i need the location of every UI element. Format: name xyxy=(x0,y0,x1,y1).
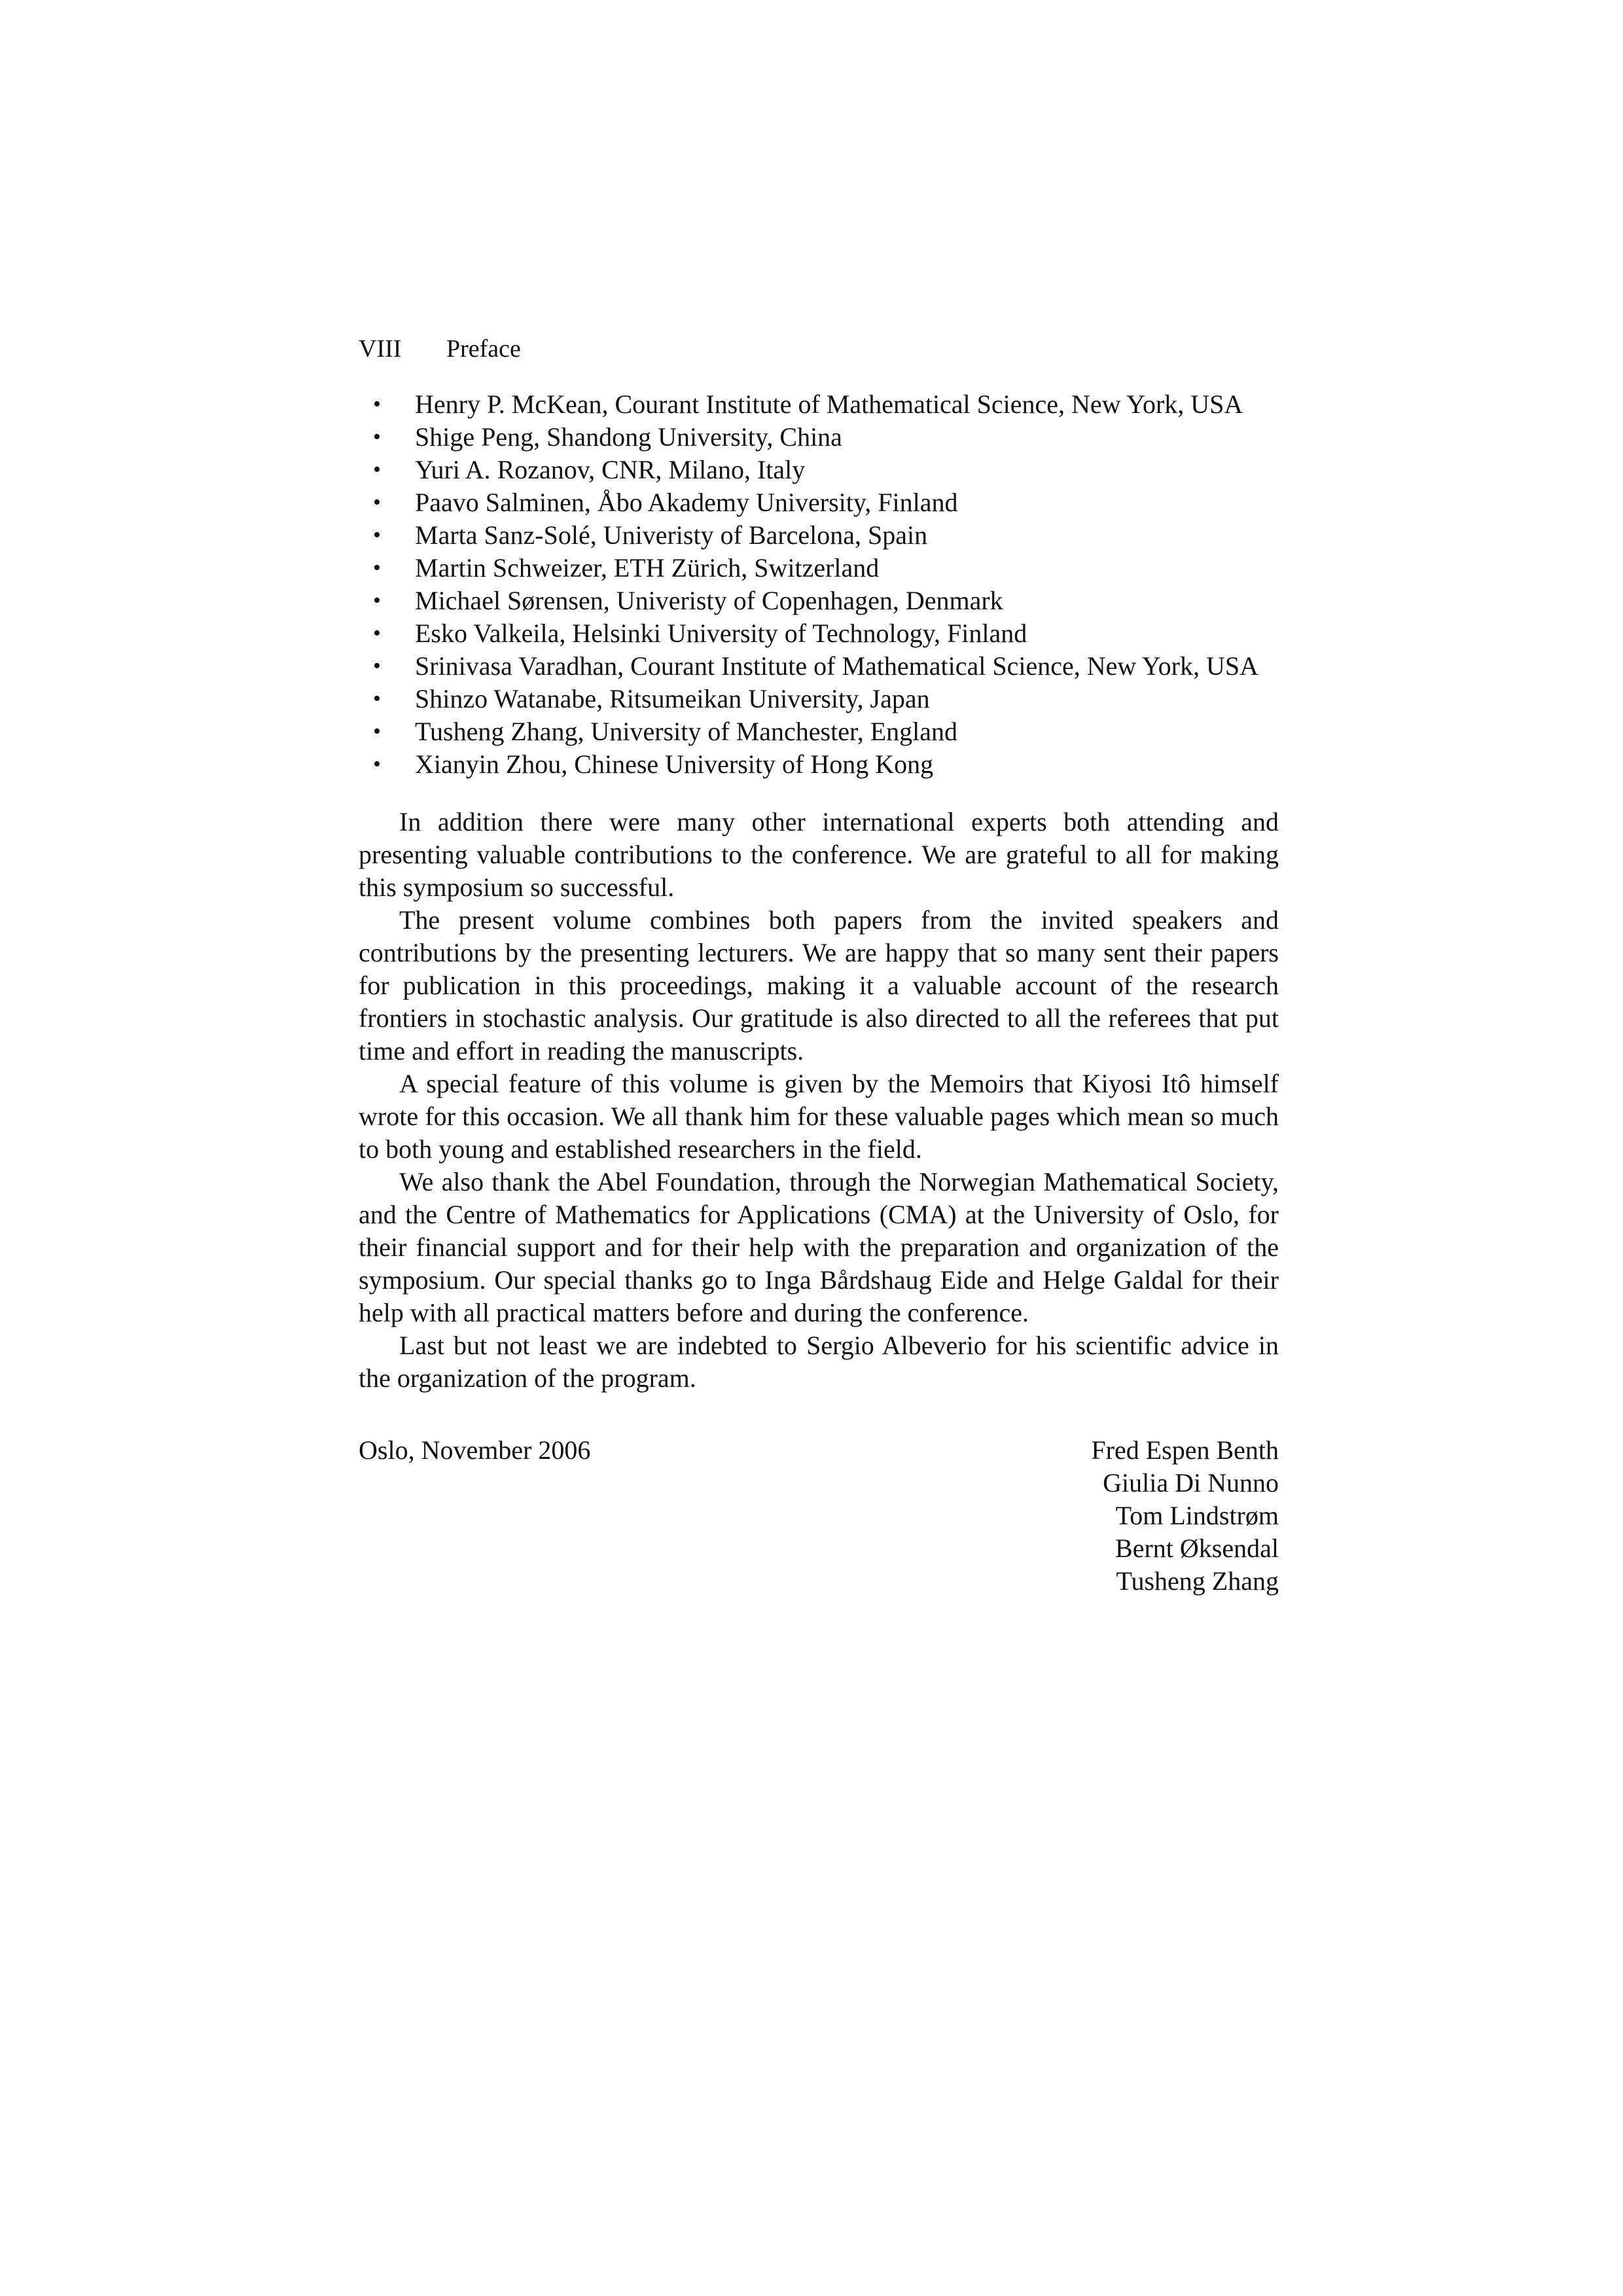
bullet-icon: • xyxy=(373,392,381,416)
paragraph: We also thank the Abel Foundation, through the Norwegian Mathematical Society, and the Centre of Mathematics for Applications (CMA) at the University of Oslo, for their financial support and for their help with the preparation and organization of the symposium. Our special thanks go to Inga Bårdshaug Eide and Helge Galdal for their help with all practical matters before and during the conference. xyxy=(359,1167,1279,1327)
speaker-entry: Srinivasa Varadhan, Courant Institute of Mathematical Science, New York, USA xyxy=(415,651,1259,681)
editor-list xyxy=(1091,1434,1279,1598)
speaker-entry: Tusheng Zhang, University of Manchester, England xyxy=(415,717,958,746)
page-number: VIII xyxy=(359,335,402,363)
bullet-icon: • xyxy=(373,752,381,776)
list-item xyxy=(359,421,1279,454)
editor-name: Tusheng Zhang xyxy=(1116,1566,1279,1596)
bullet-icon: • xyxy=(373,621,381,645)
page xyxy=(359,332,1279,1598)
bullet-icon: • xyxy=(373,425,381,449)
list-item xyxy=(359,486,1279,519)
paragraph: In addition there were many other international experts both attending and presenting valuable contributions to the conference. We are grateful to all for making this symposium so successful. xyxy=(359,807,1279,902)
list-item xyxy=(359,552,1279,584)
list-item xyxy=(359,650,1279,683)
bullet-icon: • xyxy=(373,654,381,678)
speaker-entry: Paavo Salminen, Åbo Akademy University, Finland xyxy=(415,488,958,517)
bullet-icon: • xyxy=(373,556,381,580)
closing-block xyxy=(359,1434,1279,1598)
editor-name: Bernt Øksendal xyxy=(1115,1534,1279,1563)
list-item xyxy=(359,584,1279,617)
speaker-entry: Yuri A. Rozanov, CNR, Milano, Italy xyxy=(415,455,806,484)
place-date: Oslo, November 2006 xyxy=(359,1435,591,1465)
paragraph: The present volume combines both papers from the invited speakers and contributions by the presenting lecturers. We are happy that so many sent their papers for publication in this proceedings, making it a valuable account of the research frontiers in stochastic analysis. Our gratitude is also directed to all the referees that put time and effort in reading the manuscripts. xyxy=(359,905,1279,1066)
running-head xyxy=(359,332,1279,365)
editor-name: Fred Espen Benth xyxy=(1091,1435,1279,1465)
editor-name: Tom Lindstrøm xyxy=(1115,1501,1279,1530)
speaker-list xyxy=(359,388,1279,781)
list-item xyxy=(359,748,1279,781)
list-item xyxy=(359,388,1279,421)
speaker-entry: Shinzo Watanabe, Ritsumeikan University, Japan xyxy=(415,684,930,713)
bullet-icon: • xyxy=(373,523,381,547)
editor-name: Giulia Di Nunno xyxy=(1103,1468,1279,1498)
paragraph: Last but not least we are indebted to Sergio Albeverio for his scientific advice in the organization of the program. xyxy=(359,1331,1279,1393)
running-title: Preface xyxy=(446,335,521,363)
speaker-entry: Henry P. McKean, Courant Institute of Mathematical Science, New York, USA xyxy=(415,389,1243,419)
list-item xyxy=(359,519,1279,552)
bullet-icon: • xyxy=(373,588,381,613)
list-item xyxy=(359,454,1279,486)
speaker-entry: Xianyin Zhou, Chinese University of Hong Kong xyxy=(415,749,934,779)
list-item xyxy=(359,715,1279,748)
speaker-entry: Martin Schweizer, ETH Zürich, Switzerland xyxy=(415,553,880,583)
preface-body xyxy=(359,806,1279,1395)
speaker-entry: Michael Sørensen, Univeristy of Copenhagen, Denmark xyxy=(415,586,1003,615)
speaker-entry: Marta Sanz-Solé, Univeristy of Barcelona, Spain xyxy=(415,520,928,550)
bullet-icon: • xyxy=(373,457,381,482)
bullet-icon: • xyxy=(373,490,381,514)
list-item xyxy=(359,617,1279,650)
speaker-entry: Esko Valkeila, Helsinki University of Technology, Finland xyxy=(415,619,1027,648)
speaker-entry: Shige Peng, Shandong University, China xyxy=(415,422,842,452)
paragraph: A special feature of this volume is given by the Memoirs that Kiyosi Itô himself wrote for this occasion. We all thank him for these valuable pages which mean so much to both young and established researchers in the field. xyxy=(359,1069,1279,1164)
bullet-icon: • xyxy=(373,687,381,711)
list-item xyxy=(359,683,1279,715)
bullet-icon: • xyxy=(373,719,381,744)
